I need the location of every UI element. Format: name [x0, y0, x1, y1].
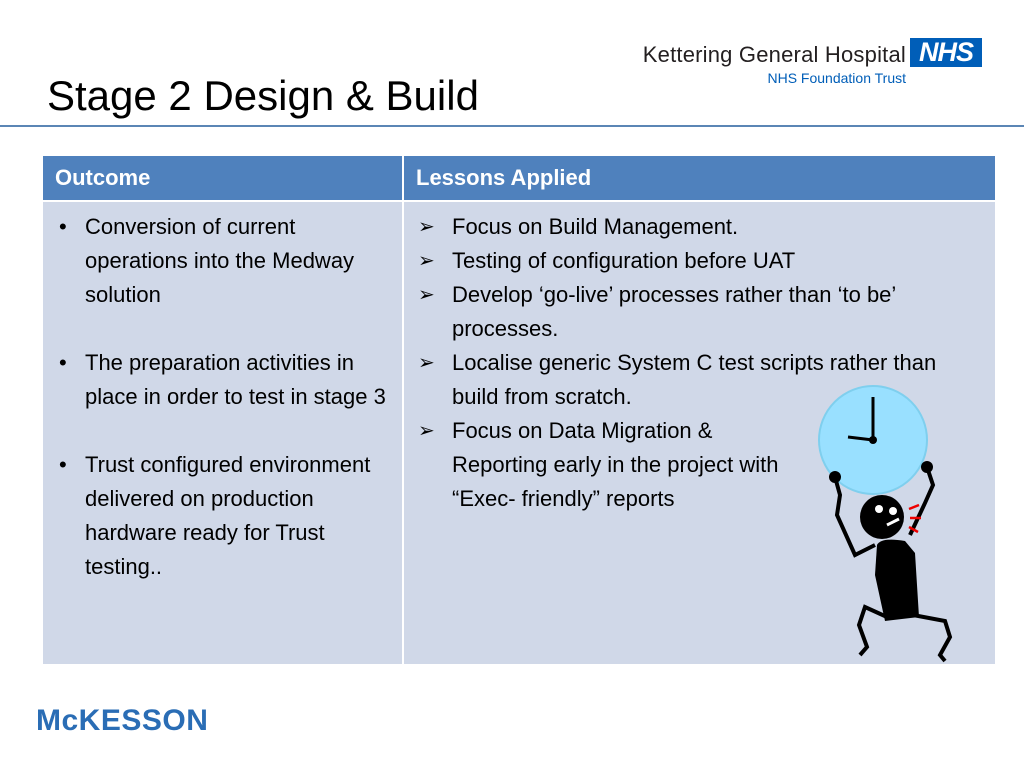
outcome-item: • Trust configured environment delivered on production hardware ready for Trust testing.. [85, 448, 392, 584]
title-divider [0, 125, 1024, 127]
lesson-item: ➢ Testing of configuration before UAT [452, 244, 985, 278]
lesson-item: ➢ Localise generic System C test scripts rather than build from scratch. [452, 346, 985, 414]
hospital-name: Kettering General Hospital [642, 42, 906, 67]
header-outcome: Outcome [42, 155, 403, 201]
lesson-item: ➢ Focus on Build Management. [452, 210, 985, 244]
header-lessons-applied: Lessons Applied [403, 155, 996, 201]
mckesson-logo: McKESSON [36, 704, 209, 737]
outcome-item: • Conversion of current operations into the Medway solution [85, 210, 392, 312]
outcome-cell [42, 201, 403, 665]
trust-name: NHS Foundation Trust [767, 70, 906, 86]
stressed-figure-clock-illustration [815, 385, 990, 665]
nhs-logo: NHS [910, 38, 982, 67]
outcome-list [53, 210, 392, 584]
lesson-item: ➢ Focus on Data Migration & Reporting early in the project with “Exec- friendly” reports [452, 414, 792, 516]
table-header-row [42, 155, 996, 201]
hospital-logo-text [606, 40, 906, 87]
slide-title: Stage 2 Design & Build [47, 72, 479, 119]
lesson-item: ➢ Develop ‘go-live’ processes rather than ‘to be’ processes. [452, 278, 985, 346]
outcome-item: • The preparation activities in place in order to test in stage 3 [85, 346, 392, 414]
